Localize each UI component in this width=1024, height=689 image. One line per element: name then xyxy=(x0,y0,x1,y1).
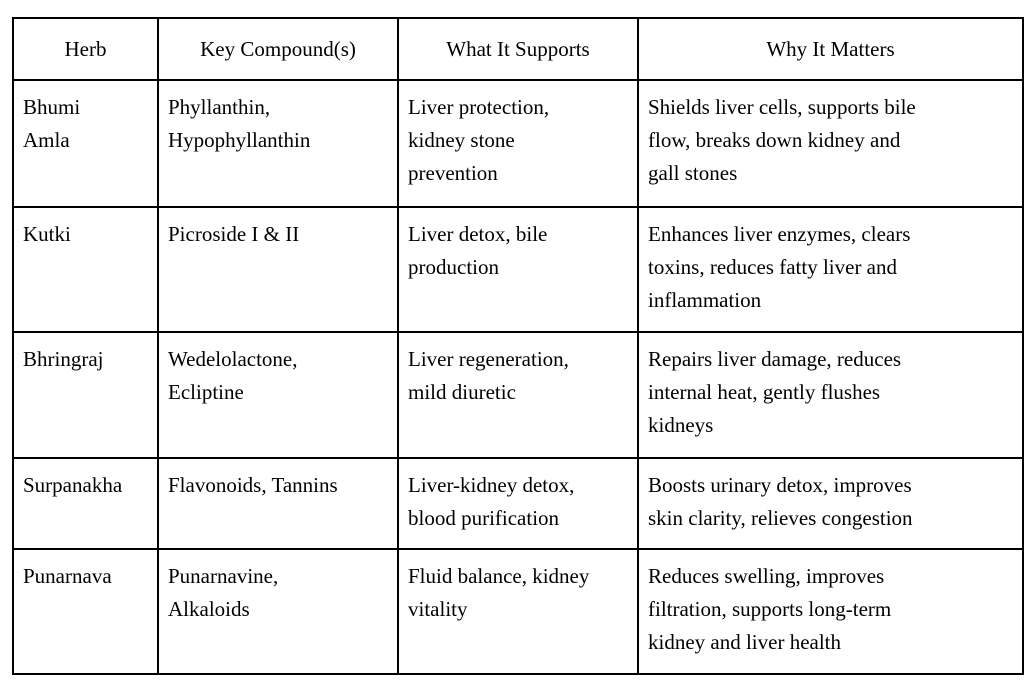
cell-why-it-matters: Boosts urinary detox, improves skin clarity, relieves congestion xyxy=(638,458,1023,549)
herb-benefits-table xyxy=(12,17,1024,675)
cell-key-compounds: Phyllanthin, Hypophyllanthin xyxy=(158,80,398,207)
table-row-bhumi-amla xyxy=(13,80,1023,207)
column-header-why-it-matters: Why It Matters xyxy=(638,18,1023,80)
cell-key-compounds: Flavonoids, Tannins xyxy=(158,458,398,549)
cell-why-it-matters: Repairs liver damage, reduces internal heat, gently flushes kidneys xyxy=(638,332,1023,458)
table-row-kutki xyxy=(13,207,1023,332)
cell-what-it-supports: Liver-kidney detox, blood purification xyxy=(398,458,638,549)
cell-key-compounds: Wedelolactone, Ecliptine xyxy=(158,332,398,458)
cell-herb-name: Bhringraj xyxy=(13,332,158,458)
cell-why-it-matters: Shields liver cells, supports bile flow, breaks down kidney and gall stones xyxy=(638,80,1023,207)
table-row-bhringraj xyxy=(13,332,1023,458)
cell-why-it-matters: Reduces swelling, improves filtration, supports long-term kidney and liver health xyxy=(638,549,1023,674)
cell-what-it-supports: Liver detox, bile production xyxy=(398,207,638,332)
cell-herb-name: Kutki xyxy=(13,207,158,332)
cell-what-it-supports: Liver protection, kidney stone prevention xyxy=(398,80,638,207)
column-header-key-compounds: Key Compound(s) xyxy=(158,18,398,80)
table-header-row xyxy=(13,18,1023,80)
cell-herb-name: Punarnava xyxy=(13,549,158,674)
cell-what-it-supports: Fluid balance, kidney vitality xyxy=(398,549,638,674)
column-header-what-it-supports: What It Supports xyxy=(398,18,638,80)
cell-what-it-supports: Liver regeneration, mild diuretic xyxy=(398,332,638,458)
column-header-herb: Herb xyxy=(13,18,158,80)
table-row-surpanakha xyxy=(13,458,1023,549)
cell-key-compounds: Punarnavine, Alkaloids xyxy=(158,549,398,674)
cell-why-it-matters: Enhances liver enzymes, clears toxins, reduces fatty liver and inflammation xyxy=(638,207,1023,332)
cell-herb-name: Surpanakha xyxy=(13,458,158,549)
table-row-punarnava xyxy=(13,549,1023,674)
cell-key-compounds: Picroside I & II xyxy=(158,207,398,332)
cell-herb-name: Bhumi Amla xyxy=(13,80,158,207)
